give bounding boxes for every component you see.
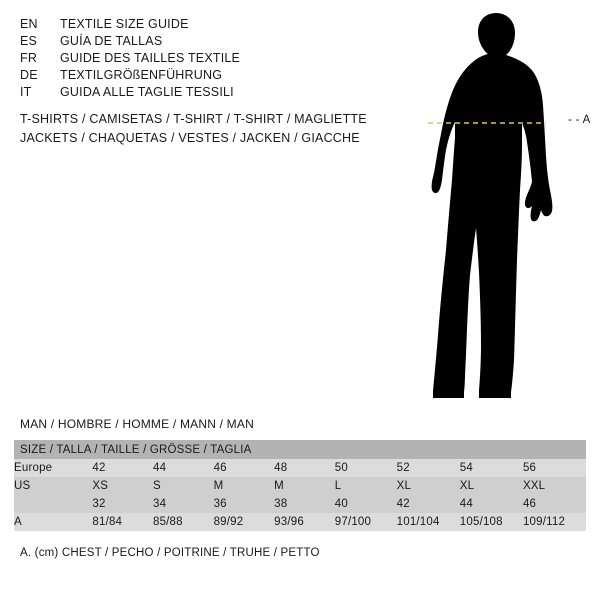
- size-table: [14, 440, 586, 531]
- table-row: [14, 459, 586, 477]
- language-title: GUIDA ALLE TAGLIE TESSILI: [60, 85, 234, 99]
- language-title: TEXTILGRÖßENFÜHRUNG: [60, 68, 223, 82]
- cell: 46: [522, 498, 537, 510]
- cell: 93/96: [274, 516, 304, 528]
- chest-measure-line: [428, 118, 558, 128]
- language-code: FR: [20, 51, 38, 65]
- cell: XS: [92, 480, 109, 492]
- row-label: [14, 495, 92, 513]
- cell: 101/104: [396, 516, 440, 528]
- cell: M: [213, 480, 224, 492]
- cell: M: [274, 480, 284, 492]
- category-line: T-SHIRTS / CAMISETAS / T-SHIRT / T-SHIRT / MAGLIETTE: [20, 112, 367, 126]
- cell: 32: [92, 498, 106, 510]
- category-line: JACKETS / CHAQUETAS / VESTES / JACKEN / GIACCHE: [20, 131, 360, 145]
- cell: XL: [459, 480, 475, 492]
- row-label: A: [14, 516, 22, 528]
- language-code: ES: [20, 34, 38, 48]
- measure-label-a: - - A: [568, 114, 591, 126]
- cell: 109/112: [522, 516, 566, 528]
- cell: 105/108: [459, 516, 503, 528]
- table-row: [14, 477, 586, 495]
- cell: 36: [213, 498, 227, 510]
- cell: 46: [213, 462, 227, 474]
- language-row: [20, 16, 400, 33]
- cell: 38: [274, 498, 288, 510]
- cell: XXL: [522, 480, 546, 492]
- cell: 42: [92, 462, 106, 474]
- cell: 54: [459, 462, 473, 474]
- cell: L: [334, 480, 342, 492]
- silhouette-icon: [400, 10, 600, 410]
- cell: 50: [334, 462, 348, 474]
- table-row: [14, 513, 586, 531]
- language-code: IT: [20, 85, 32, 99]
- category-list: [20, 110, 420, 148]
- table-section-title: MAN / HOMBRE / HOMME / MANN / MAN: [20, 417, 254, 431]
- table-row: [14, 495, 586, 513]
- language-code: DE: [20, 68, 38, 82]
- cell: 48: [274, 462, 288, 474]
- cell: S: [152, 480, 161, 492]
- cell: 81/84: [92, 516, 123, 528]
- cell: XL: [396, 480, 412, 492]
- language-row: [20, 50, 400, 67]
- cell: 44: [152, 462, 167, 474]
- language-title: TEXTILE SIZE GUIDE: [60, 17, 189, 31]
- cell: 44: [459, 498, 473, 510]
- cell: 40: [334, 498, 348, 510]
- row-label: Europe: [14, 462, 53, 474]
- cell: 52: [396, 462, 410, 474]
- language-row: [20, 67, 400, 84]
- cell: 89/92: [213, 516, 244, 528]
- cell: 85/88: [152, 516, 183, 528]
- language-row: [20, 33, 400, 50]
- cell: 34: [152, 498, 167, 510]
- language-header-block: [20, 16, 400, 101]
- language-title: GUIDE DES TAILLES TEXTILE: [60, 51, 241, 65]
- cell: 56: [522, 462, 537, 474]
- row-label: US: [14, 480, 31, 492]
- language-row: [20, 84, 400, 101]
- cell: 42: [396, 498, 410, 510]
- footnote-text: A. (cm) CHEST / PECHO / POITRINE / TRUHE / PETTO: [20, 547, 320, 559]
- language-title: GUÍA DE TALLAS: [60, 34, 163, 48]
- language-code: EN: [20, 17, 38, 31]
- table-header-row: [14, 440, 586, 459]
- cell: 97/100: [334, 516, 372, 528]
- male-silhouette-figure: [400, 10, 600, 410]
- table-header-label: SIZE / TALLA / TAILLE / GRÖSSE / TAGLIA: [20, 443, 252, 456]
